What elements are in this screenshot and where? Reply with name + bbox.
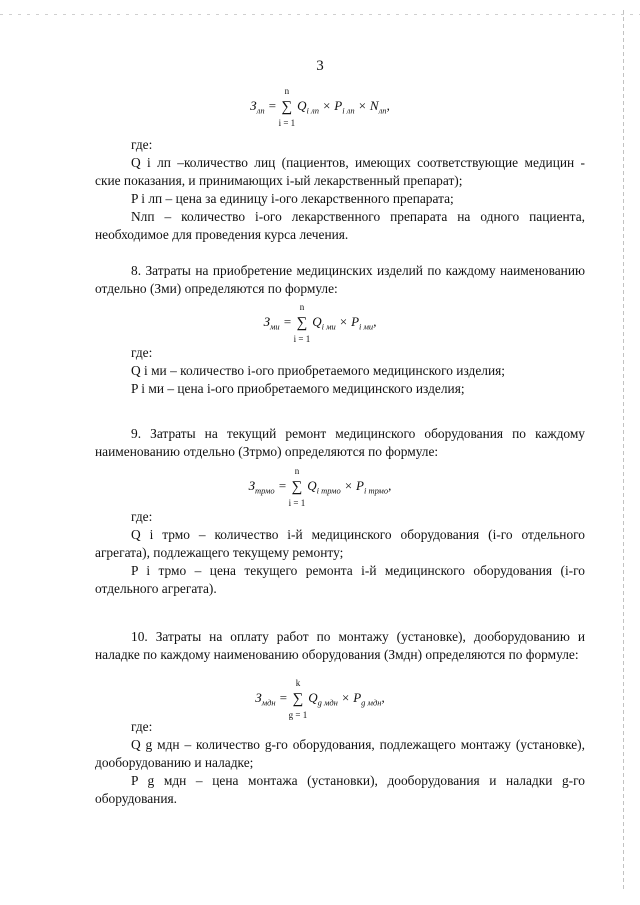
definition-item: Q i ми – количество i-ого приобретаемого медицинского изделия; <box>131 363 505 378</box>
definition-item: Q i трмо – количество i-й медицинского оборудования (i-го отдельного агрегата), подлежащего текущему ремонту; <box>95 527 585 560</box>
paragraph-8: 8. Затраты на приобретение медицинских изделий по каждому наименованию отдельно (Зми) определяются по формуле: <box>95 263 585 296</box>
sum-sign: ∑ n i = 1 <box>278 85 296 128</box>
where-label: где: <box>131 345 153 360</box>
definition-item: Nлп – количество i-ого лекарственного препарата на одного пациента, необходимое для проведения курса лечения. <box>95 209 585 242</box>
scan-artifact-right <box>623 10 624 890</box>
formula-repair: $З_{трмо}$ = ∑ n i = 1 $Q_{i трмо} \times P_{i трмо}$, <box>248 465 392 508</box>
formula-medical-devices: $З_{ми}$ = ∑ n i = 1 $Q_{i ми} \times P_{i ми}$, <box>263 301 377 344</box>
definitions-repair <box>95 508 585 598</box>
definition-item: Q i лп –количество лиц (пациентов, имеющих соответствующие медицин - ские показания, и принимающих i-ый лекарственный препарат); <box>95 155 585 188</box>
definition-item: Q g мдн – количество g-го оборудования, подлежащего монтажу (установке), дооборудованию и наладке; <box>95 737 585 770</box>
paragraph-9: 9. Затраты на текущий ремонт медицинского оборудования по каждому наименованию отдельно (Зтрмо) определяются по формуле: <box>95 426 585 459</box>
sum-sign: ∑ k g = 1 <box>288 677 308 720</box>
formula-medicines: $З_{лп}$ = ∑ n i = 1 $Q_{i лп} \times P_{i лп} \times N_{лп}$, <box>250 85 390 128</box>
scan-artifact-top <box>0 14 640 15</box>
formula-installation: $З_{мдн}$ = ∑ k g = 1 $Q_{g мдн} \times P_{g мдн}$, <box>255 677 385 720</box>
where-label: где: <box>131 509 153 524</box>
definition-item: P i трмо – цена текущего ремонта i-й медицинского оборудования (i-го отдельного агрегата). <box>95 563 585 596</box>
paragraph-10: 10. Затраты на оплату работ по монтажу (установке), дооборудованию и наладке по каждому наименованию оборудования (Змдн) определяются по формуле: <box>95 629 585 662</box>
page-number: 3 <box>316 58 324 74</box>
definition-item: P i лп – цена за единицу i-ого лекарственного препарата; <box>131 191 454 206</box>
where-label: где: <box>131 137 153 152</box>
definitions-medical-devices <box>95 344 585 398</box>
definitions-installation <box>95 718 585 808</box>
definition-item: P g мдн – цена монтажа (установки), дооборудования и наладки g-го оборудования. <box>95 773 585 806</box>
definitions-medicines <box>95 136 585 244</box>
definition-item: P i ми – цена i-ого приобретаемого медицинского изделия; <box>131 381 465 396</box>
where-label: где: <box>131 719 153 734</box>
sum-sign: ∑ n i = 1 <box>293 301 311 344</box>
sum-sign: ∑ n i = 1 <box>288 465 306 508</box>
